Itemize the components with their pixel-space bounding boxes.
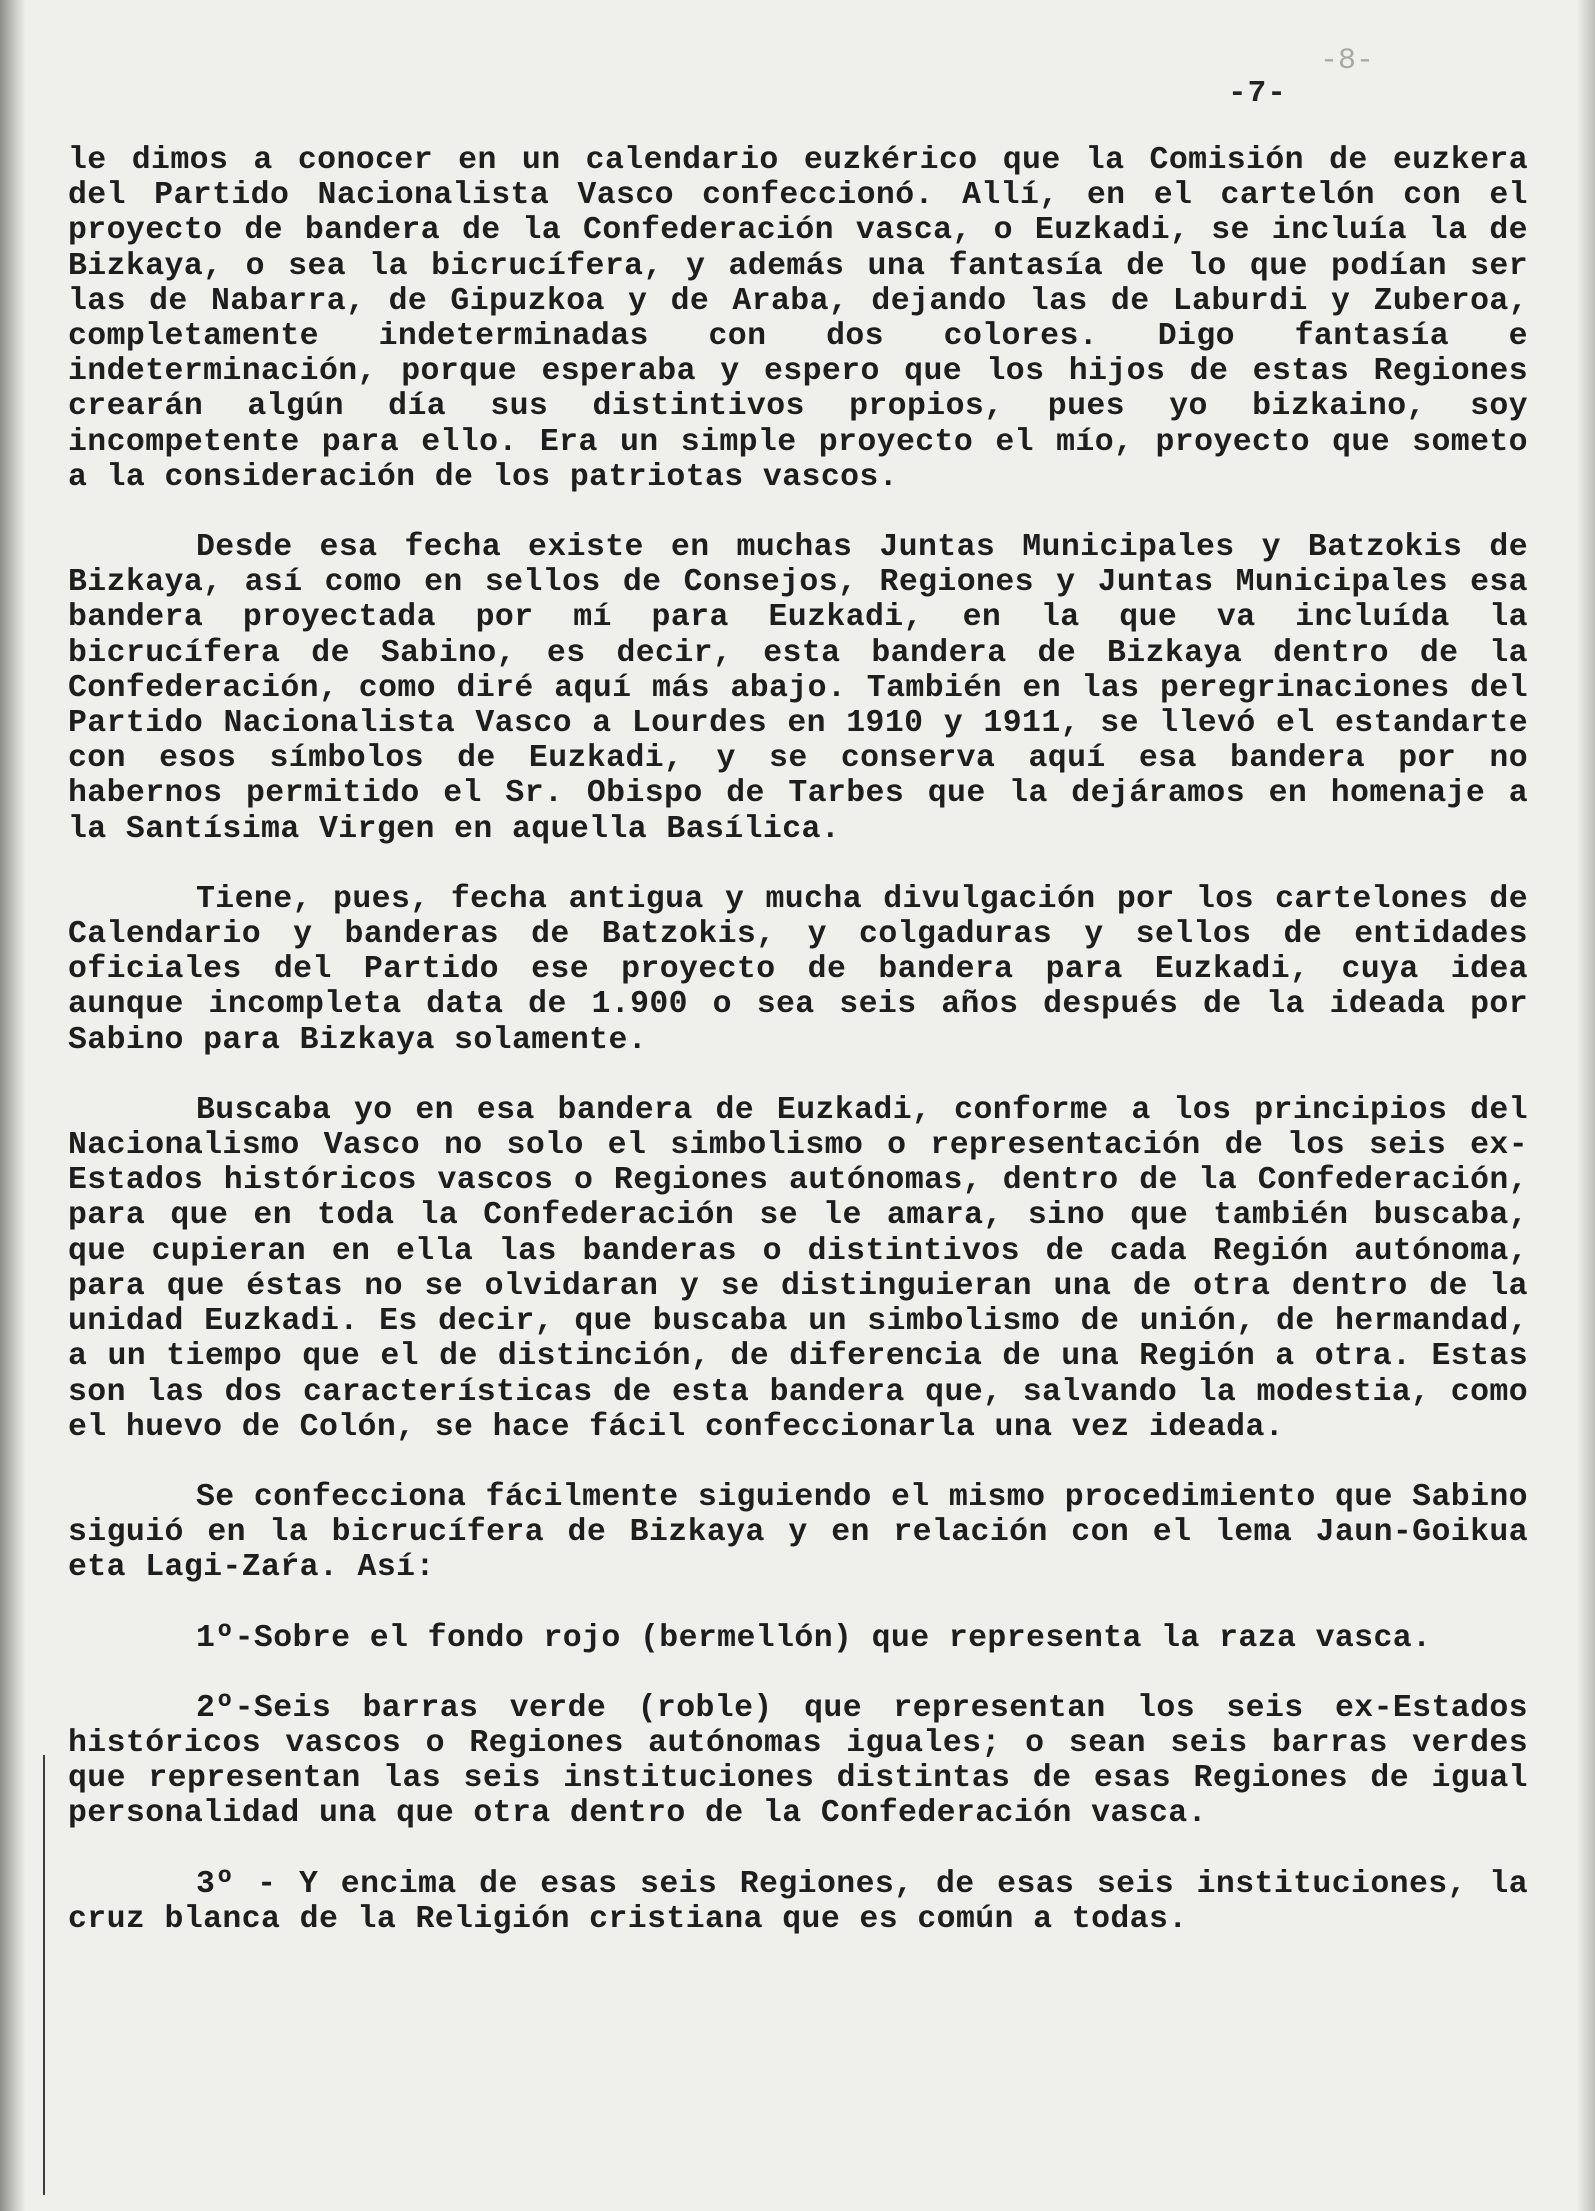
paragraph-4: Buscaba yo en esa bandera de Euzkadi, conforme a los principios del Nacionalismo Vasco no solo el simbolismo o representación de los seis ex-Estados históricos vascos o Regiones autónomas, dentro de la Confederación, para que en toda la Confederación se le amara, sino que también buscaba, que cupieran en ella las banderas o distintivos de cada Región autónoma, para que éstas no se olvidaran y se distinguieran una de otra dentro de la unidad Euzkadi. Es decir, que buscaba un simbolismo de unión, de hermandad, a un tiempo que el de distinción, de diferencia de una Región a otra. Estas son las dos características de esta bandera que, salvando la modestia, como el huevo de Colón, se hace fácil confeccionarla una vez ideada. bbox=[68, 1092, 1528, 1445]
show-through-page-number: -8- bbox=[1320, 44, 1375, 78]
margin-pencil-line bbox=[43, 1755, 45, 2195]
list-item-3: 3º - Y encima de esas seis Regiones, de esas seis instituciones, la cruz blanca de la Religión cristiana que es común a todas. bbox=[68, 1866, 1528, 1937]
page-number: -7- bbox=[1228, 76, 1287, 111]
list-item-1: 1º-Sobre el fondo rojo (bermellón) que representa la raza vasca. bbox=[196, 1620, 1432, 1656]
paragraph-5: Se confecciona fácilmente siguiendo el mismo procedimiento que Sabino siguió en la bicrucífera de Bizkaya y en relación con el lema Jaun-Goikua eta Lagi-Zaŕa. Así: bbox=[68, 1479, 1528, 1586]
document-body bbox=[68, 143, 1528, 1937]
paragraph-3: Tiene, pues, fecha antigua y mucha divulgación por los cartelones de Calendario y banderas de Batzokis, y colgaduras y sellos de entidades oficiales del Partido ese proyecto de bandera para Euzkadi, cuya idea aunque incompleta data de 1.900 o sea seis años después de la ideada por Sabino para Bizkaya solamente. bbox=[68, 881, 1528, 1058]
paragraph-2: Desde esa fecha existe en muchas Juntas Municipales y Batzokis de Bizkaya, así como en sellos de Consejos, Regiones y Juntas Municipales esa bandera proyectada por mí para Euzkadi, en la que va incluída la bicrucífera de Sabino, es decir, esta bandera de Bizkaya dentro de la Confederación, como diré aquí más abajo. También en las peregrinaciones del Partido Nacionalista Vasco a Lourdes en 1910 y 1911, se llevó el estandarte con esos símbolos de Euzkadi, y se conserva aquí esa bandera por no habernos permitido el Sr. Obispo de Tarbes que la dejáramos en homenaje a la Santísima Virgen en aquella Basílica. bbox=[68, 530, 1528, 847]
list-item-2: 2º-Seis barras verde (roble) que representan los seis ex-Estados históricos vascos o Regiones autónomas iguales; o sean seis barras verdes que representan las seis instituciones distintas de esas Regiones de igual personalidad una que otra dentro de la Confederación vasca. bbox=[68, 1690, 1528, 1832]
left-page-shadow bbox=[0, 0, 26, 2211]
paragraph-1: le dimos a conocer en un calendario euzkérico que la Comisión de euzkera del Partido Nacionalista Vasco confeccionó. Allí, en el cartelón con el proyecto de bandera de la Confederación vasca, o Euzkadi, se incluía la de Bizkaya, o sea la bicrucífera, y además una fantasía de lo que podían ser las de Nabarra, de Gipuzkoa y de Araba, dejando las de Laburdi y Zuberoa, completamente indeterminadas con dos colores. Digo fantasía e indeterminación, porque esperaba y espero que los hijos de estas Regiones crearán algún día sus distintivos propios, pues yo bizkaino, soy incompetente para ello. Era un simple proyecto el mío, proyecto que someto a la consideración de los patriotas vascos. bbox=[68, 143, 1528, 495]
right-page-edge bbox=[1577, 0, 1595, 2211]
